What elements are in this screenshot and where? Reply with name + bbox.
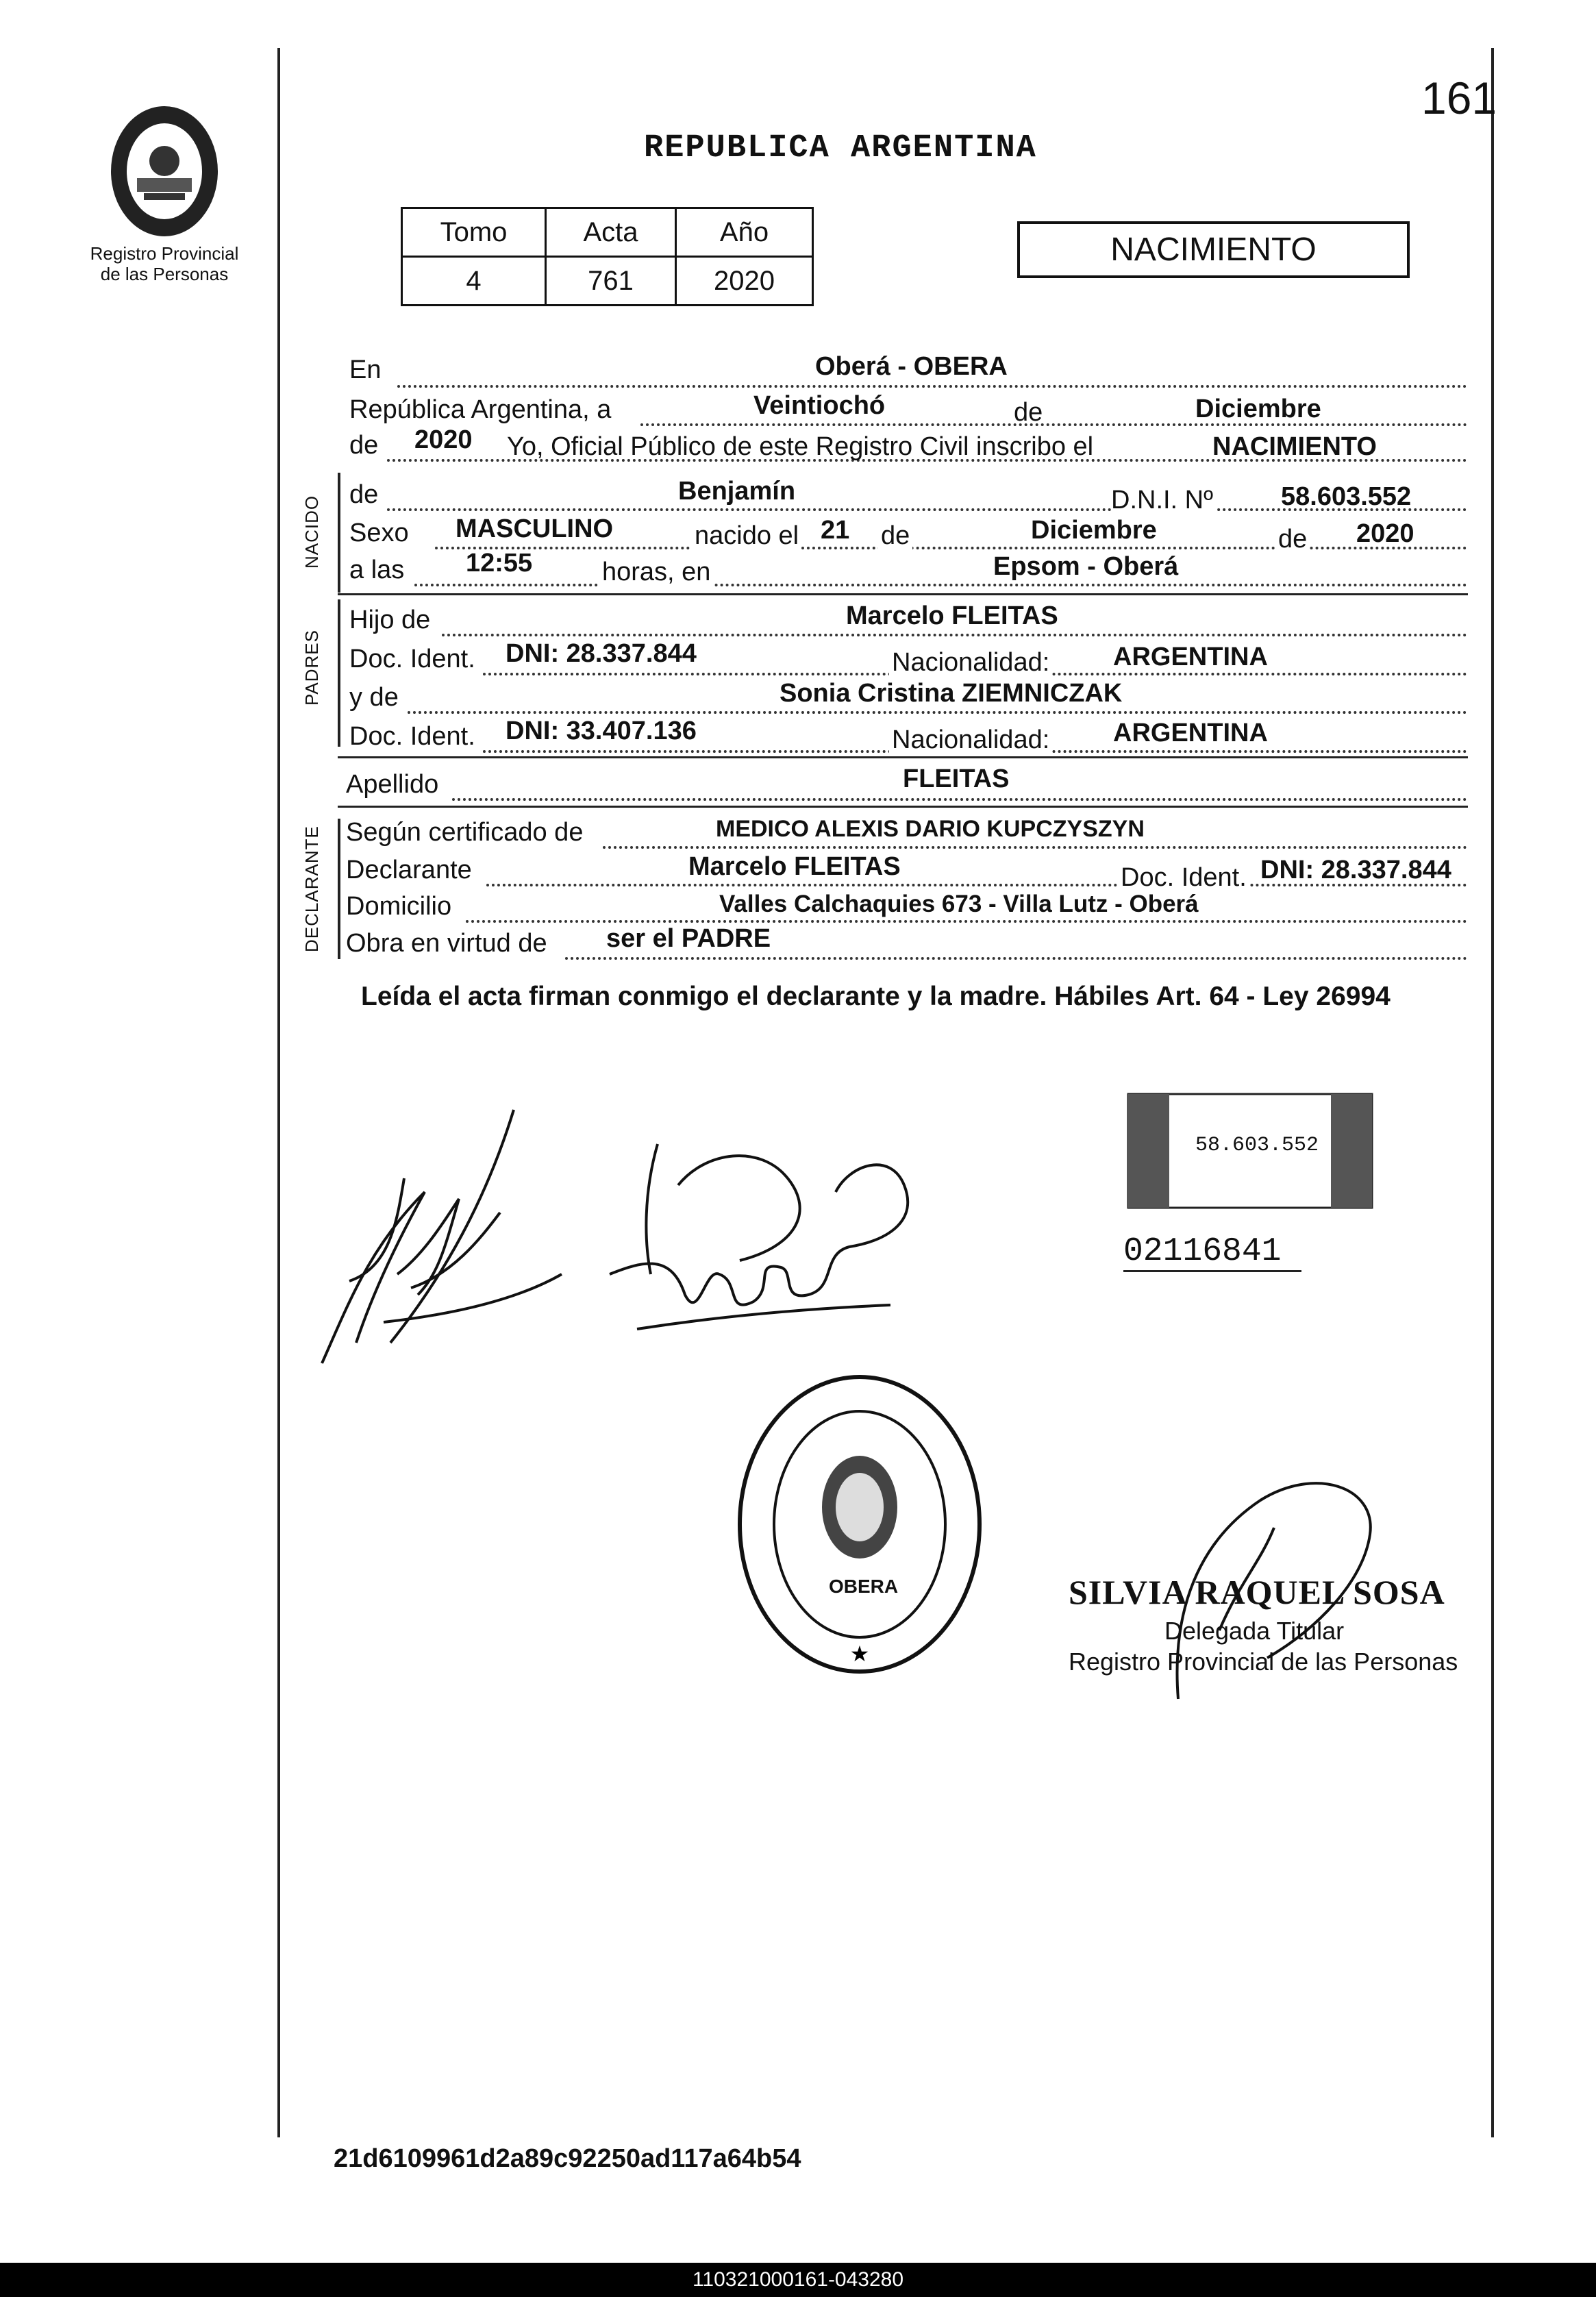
stamp-dni: 58.603.552 (1195, 1134, 1319, 1157)
y-de-label: y de (349, 683, 399, 712)
oficial-text: Yo, Oficial Público de este Registro Civil inscribo el (507, 432, 1094, 461)
nacimiento-anio-value: 2020 (1356, 519, 1414, 548)
acta-header: Acta (546, 208, 676, 257)
de2-label: de (349, 431, 379, 460)
dotted-line (603, 846, 1467, 849)
padre-nacionalidad-value: ARGENTINA (1113, 643, 1268, 671)
anio-header: Año (676, 208, 813, 257)
certificado-value: MEDICO ALEXIS DARIO KUPCZYSZYN (716, 816, 1145, 842)
official-name: SILVIA RAQUEL SOSA (1069, 1573, 1445, 1611)
certificado-label: Según certificado de (346, 818, 584, 847)
declarante-section-label: DECLARANTE (301, 825, 322, 952)
logo-caption-1: Registro Provincial (90, 243, 239, 264)
dotted-line (565, 957, 1467, 960)
dotted-line (397, 385, 1467, 388)
hijo-de-label: Hijo de (349, 606, 431, 634)
madre-nacionalidad-value: ARGENTINA (1113, 719, 1268, 747)
dotted-line (640, 423, 1467, 426)
section-divider (338, 593, 1468, 595)
en-label: En (349, 356, 382, 384)
footer-code: 110321000161-043280 (0, 2263, 1596, 2297)
official-office: Registro Provincial de las Personas (1069, 1648, 1458, 1676)
register-table (401, 207, 814, 306)
madre-doc-label: Doc. Ident. (349, 722, 475, 751)
nacido-el-label: nacido el (692, 519, 801, 553)
nacido-section-bar (338, 473, 340, 593)
madre-signature (603, 1137, 973, 1343)
inscribo-value: NACIMIENTO (1212, 432, 1377, 461)
dotted-line (452, 798, 1467, 801)
page-number: 161 (1421, 73, 1497, 123)
madre-doc-value: DNI: 33.407.136 (506, 717, 697, 745)
registry-logo (79, 103, 250, 284)
declarante-signature (308, 1096, 596, 1370)
de-label-2: de (878, 519, 912, 553)
svg-text:★: ★ (849, 1641, 870, 1667)
obra-value: ser el PADRE (606, 924, 771, 953)
stamp-number: 02116841 (1123, 1233, 1301, 1272)
acta-value: 761 (546, 257, 676, 306)
obra-label: Obra en virtud de (346, 929, 547, 958)
declarante-label: Declarante (346, 856, 472, 884)
horas-en-label: horas, en (599, 555, 713, 589)
padres-section-bar (338, 599, 340, 747)
declarante-section-bar (338, 819, 340, 959)
nacido-section-label: NACIDO (301, 495, 322, 569)
domicilio-value: Valles Calchaquies 673 - Villa Lutz - Oberá (719, 891, 1199, 917)
logo-caption-2: de las Personas (100, 264, 229, 284)
dotted-line (408, 711, 1467, 714)
dotted-line (414, 584, 1467, 586)
madre-nacionalidad-label: Nacionalidad: (889, 723, 1052, 757)
right-border-line (1491, 48, 1494, 2137)
seal-city: OBERA (829, 1576, 899, 1597)
padre-doc-value: DNI: 28.337.844 (506, 639, 697, 668)
nacimiento-mes-value: Diciembre (1031, 516, 1157, 545)
section-divider (338, 756, 1468, 758)
padre-nombre-value: Marcelo FLEITAS (846, 601, 1058, 630)
apellido-label: Apellido (346, 770, 439, 799)
id-stamp (1127, 1093, 1373, 1209)
a-las-label: a las (349, 556, 405, 584)
hora-value: 12:55 (466, 549, 533, 578)
official-role: Delegada Titular (1164, 1617, 1345, 1645)
declarante-value: Marcelo FLEITAS (688, 852, 901, 881)
de-label-3: de (1275, 522, 1310, 556)
left-border-line (277, 48, 280, 2137)
padre-doc-label: Doc. Ident. (349, 645, 475, 673)
dia-value: Veintiochó (753, 391, 886, 420)
dotted-line (442, 634, 1467, 636)
nacimiento-dia-value: 21 (821, 516, 850, 545)
apellido-value: FLEITAS (903, 765, 1010, 793)
act-type-box: NACIMIENTO (1017, 221, 1410, 278)
mes-value: Diciembre (1195, 395, 1321, 423)
padres-section-label: PADRES (301, 630, 322, 706)
nacido-de-label: de (349, 480, 379, 509)
provincia-misiones-seal-icon (96, 103, 233, 240)
dotted-line (466, 920, 1467, 923)
sexo-value: MASCULINO (456, 514, 614, 543)
document-hash: 21d6109961d2a89c92250ad117a64b54 (334, 2144, 801, 2173)
dotted-line (435, 547, 1467, 549)
nombre-value: Benjamín (678, 477, 796, 506)
tomo-value: 4 (402, 257, 546, 306)
tomo-header: Tomo (402, 208, 546, 257)
dni-value: 58.603.552 (1281, 482, 1412, 511)
legal-note: Leída el acta firman conmigo el declarante y la madre. Hábiles Art. 64 - Ley 26994 (361, 982, 1391, 1011)
dni-label: D.N.I. Nº (1111, 483, 1216, 517)
anio-inline-value: 2020 (414, 425, 473, 454)
delegacion-seal (733, 1370, 986, 1678)
sexo-label: Sexo (349, 519, 409, 547)
anio-value: 2020 (676, 257, 813, 306)
document-title: REPUBLICA ARGENTINA (644, 130, 1037, 166)
domicilio-label: Domicilio (346, 892, 452, 921)
en-value: Oberá - OBERA (815, 352, 1008, 381)
section-divider (338, 806, 1468, 808)
padre-nacionalidad-label: Nacionalidad: (889, 645, 1052, 680)
oval-seal-icon (733, 1370, 986, 1678)
madre-nombre-value: Sonia Cristina ZIEMNICZAK (780, 679, 1123, 708)
republica-label: República Argentina, a (349, 395, 612, 424)
declarante-doc-label: Doc. Ident. (1118, 860, 1249, 895)
lugar-value: Epsom - Oberá (993, 552, 1179, 581)
de-label: de (1014, 398, 1043, 427)
declarante-doc-value: DNI: 28.337.844 (1260, 856, 1451, 884)
